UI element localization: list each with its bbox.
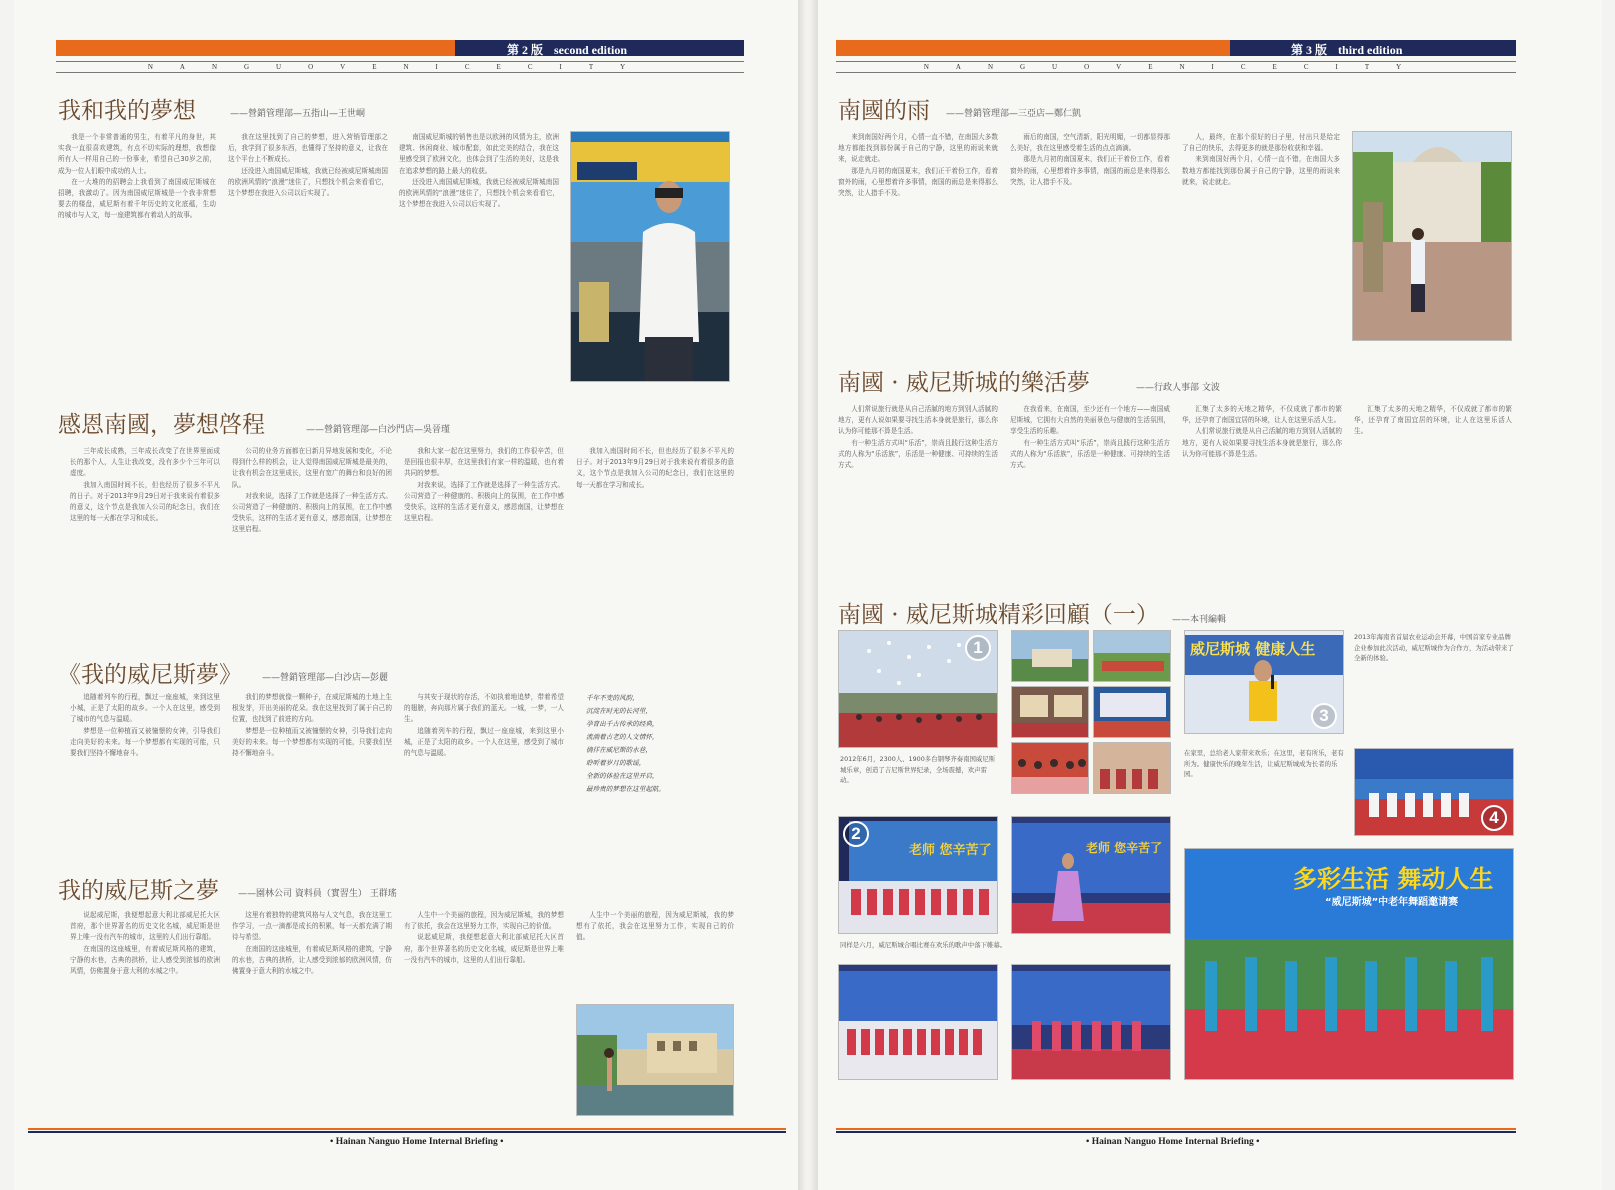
paragraph: 梦想是一位种植而又被憧憬的女神，引导我们走向美好的未来。每一个梦想都有实现的可能，只要我们坚持不懈地奋斗。 xyxy=(232,726,392,758)
paragraph: 说起威尼斯，我便想起意大利北部威尼托大区首府，那个世界著名的历史文化名城，威尼斯是世界上唯一没有汽车的城市，这里的人们出行靠船。 xyxy=(404,933,564,964)
article-column xyxy=(576,910,734,992)
stage-backdrop-text: 老师 您辛苦了 xyxy=(1086,841,1163,855)
article-column xyxy=(1182,404,1342,574)
gallery-photo-elders xyxy=(1354,748,1514,836)
event-banner-text: 威尼斯城 健康人生 xyxy=(1190,640,1316,658)
photo-illustration xyxy=(1094,687,1171,738)
photo-number-badge: 3 xyxy=(1311,703,1337,729)
article-title: 我和我的夢想 xyxy=(58,98,196,124)
paragraph: 那是九月初的南国夏末，我们正干着份工作，看着窗外的雨，心里想着许多事情，南国的雨总是来得那么突然，让人措手不及。 xyxy=(838,166,998,198)
paragraph: 我是一个非常普通的男生，有着平凡的身世，其实我一直很喜欢建筑，有点不切实际的理想，我想像所有人一样用自己的一份事业，希望自己30岁之前，成为一位人们眼中成功的人士。 xyxy=(58,133,216,175)
photo-illustration xyxy=(1012,965,1171,1080)
gallery-photo-small xyxy=(1011,742,1089,794)
paragraph: 人们常说旅行就是从自己活腻的地方到别人活腻的地方，更有人说如果要寻找生活本身就是旅行，那么你认为你可能那不算是生活。 xyxy=(1182,427,1342,458)
poem-line: 最珍贵的梦想在这里起航。 xyxy=(586,785,666,793)
event-banner xyxy=(1184,630,1344,674)
article-column xyxy=(838,132,998,340)
article-byline: ——營銷管理部—五指山—王世峒 xyxy=(230,109,366,119)
gallery-photo-small xyxy=(1011,630,1089,682)
edition-number: 第 3 版 xyxy=(1291,43,1328,57)
paragraph: 还没进入南国威尼斯城，我就已经被威尼斯城南国的欧洲风情的“浪漫”迷住了，只想找个机会来看看它，这个梦想在我进入公司以后实现了。 xyxy=(399,177,559,209)
gallery-photo-small xyxy=(1011,686,1089,738)
photo-number-badge: 4 xyxy=(1481,805,1507,831)
footer-rule xyxy=(836,1128,1516,1133)
article-title: 南國 · 威尼斯城精彩回顧（一） xyxy=(838,602,1159,628)
poem-line: 聆听着岁月的歌谣， xyxy=(586,759,646,767)
city-strip: NANGUOVENICECITY xyxy=(836,61,1516,73)
paragraph: 有一种生活方式叫“乐活”，崇尚且践行这种生活方式的人称为“乐活族”，乐活是一种健康、可持续的生活方式。 xyxy=(838,438,998,470)
paragraph: 在一大堆的的招聘会上我看到了南国威尼斯城在招聘，我激动了。因为南国威尼斯城是一个我非常想要去的楼盘，威尼斯有着千年历史的文化底蕴，生动的城市与人文，每一座建筑都有着动人的故事。 xyxy=(58,177,216,220)
article-column xyxy=(70,692,220,856)
gallery-photo-balloons xyxy=(838,630,998,748)
paragraph: 我和大家一起在这里努力，我们的工作很辛苦，但是回报也很丰厚，在这里我们有家一样的温暖，也有着共同的梦想。 xyxy=(404,447,564,478)
paragraph: 在我看来，在南国，至少还有一个地方——南国威尼斯城，它拥有大自然的美丽景色与健康的生活氛围，享受生活的乐趣。 xyxy=(1010,405,1170,436)
photo-illustration xyxy=(1012,743,1089,794)
paragraph: 说起威尼斯，我便想起意大利北部威尼托大区首府，那个世界著名的历史文化名城，威尼斯是世界上唯一没有汽车的城市，这里的人们出行靠船。 xyxy=(70,911,220,942)
stage-backdrop-text: 老师 您辛苦了 xyxy=(909,843,992,858)
waterfront-photo xyxy=(576,1004,734,1116)
article-byline: ——營銷管理部—白沙門店—吳晉瑾 xyxy=(306,425,451,435)
gallery-photo-choir xyxy=(838,816,998,934)
article-title: 南國 · 威尼斯城的樂活夢 xyxy=(838,370,1090,396)
paragraph: 我在这里找到了自己的梦想，进入营销管理部之后，我学到了很多东西，也懂得了坚持的意义，让我在这个平台上不断成长。 xyxy=(228,133,388,164)
gallery-photo-choir-3 xyxy=(1011,964,1171,1080)
garden-portrait-photo xyxy=(1352,131,1512,341)
photo-caption: 2013年海南省首届农业运动会开幕，中国首家专业品牌企业参加此次活动，威尼斯城作为合作方，为活动带来了全新的体验。 xyxy=(1354,633,1514,662)
paragraph: 来到南国好两个月，心情一直不错，在南国大多数地方都能找到那份属于自己的宁静，这里的雨说来就来，说走就走。 xyxy=(838,133,998,164)
paragraph: 三年成长成熟，三年成长改变了在世界里面成长的那个人，人生让我改变，没有多少个三年可以虚度。 xyxy=(70,447,220,478)
gallery-photo-small xyxy=(1093,686,1171,738)
paragraph: 人生中一个美丽的旅程，因为威尼斯城，我的梦想有了依托，我会在这里努力工作，实现自己的价值。 xyxy=(404,911,564,931)
article-title: 《我的威尼斯夢》 xyxy=(58,662,242,688)
paragraph: 人，最终，在那个很好的日子里，付出只是给定了自己的快乐，去得更多的就是那份收获和幸福。 xyxy=(1182,133,1340,153)
photo-illustration xyxy=(577,1005,734,1116)
portrait-photo-showroom xyxy=(570,131,730,382)
paragraph: 来到南国好两个月，心情一直不错，在南国大多数地方都能找到那份属于自己的宁静，这里的雨说来就来，说走就走。 xyxy=(1182,155,1340,186)
gallery-photo-singer xyxy=(1011,816,1171,934)
paragraph: 雨后的南国，空气清新，阳光明媚，一切都显得那么美好，我在这里感受着生活的点点滴滴。 xyxy=(1010,133,1170,153)
poem-line: 徜徉在威尼斯的水巷， xyxy=(586,746,652,754)
paragraph: 与其安于现状的存活，不如执着地追梦，带着希望的翅膀，奔向那片属于我们的蓝天。一城，一梦，一人生。 xyxy=(404,693,564,724)
article-byline: ——行政人事部 文波 xyxy=(1136,383,1220,393)
gallery-photo-choir-2 xyxy=(838,964,998,1080)
paragraph: 梦想是一位种植而又被憧憬的女神，引导我们走向美好的未来。每一个梦想都有实现的可能，只要我们坚持不懈地奋斗。 xyxy=(70,726,220,758)
edition-english: third edition xyxy=(1338,43,1403,57)
paragraph: 人们常说旅行就是从自己活腻的地方到别人活腻的地方，更有人说如果要寻找生活本身就是旅行，那么你认为你可能那不算是生活。 xyxy=(838,405,998,436)
article-column xyxy=(838,404,998,574)
photo-illustration xyxy=(1094,631,1171,682)
paragraph: 在南国的这座城里，有着威尼斯风格的建筑，宁静的水巷，古典的拱桥，让人感受到浓郁的欧洲风情，仿佛置身于意大利的水城之中。 xyxy=(232,944,392,976)
edition-number: 第 2 版 xyxy=(507,43,544,57)
photo-number-badge: 2 xyxy=(843,821,869,847)
center-fold xyxy=(798,0,818,1190)
paragraph: 我们的梦想就像一颗种子，在威尼斯城的土地上生根发芽，开出美丽的花朵。我在这里找到了属于自己的位置，也找到了前进的方向。 xyxy=(232,693,392,724)
page-header-bar xyxy=(56,40,744,56)
article-column xyxy=(576,446,734,626)
paragraph: 在南国的这座城里，有着威尼斯风格的建筑，宁静的水巷，古典的拱桥，让人感受到浓郁的欧洲风情，仿佛置身于意大利的水城之中。 xyxy=(70,944,220,976)
paragraph: 汇集了太多的天地之精华，不仅成就了都市的繁华，还孕育了南国宜居的环境，让人在这里乐活人生。 xyxy=(1182,405,1342,425)
gallery-photo-dance xyxy=(1184,848,1514,1080)
photo-caption: 在家里，总给老人家带来欢乐；在这里，老有所乐，老有所为。健康快乐的晚年生活，让威尼斯城成为长者的乐园。 xyxy=(1184,749,1344,778)
article-column xyxy=(1010,404,1170,574)
footer-text: • Hainan Nanguo Home Internal Briefing • xyxy=(1086,1137,1260,1147)
left-page xyxy=(14,0,798,1190)
photo-illustration xyxy=(839,965,998,1080)
photo-illustration xyxy=(1094,743,1171,794)
paragraph: 公司的业务方面都在日新月异地发展和变化，不论得到什么样的机会，让人觉得南国威尼斯城是最美的，让我有机会在这里成长，这里有宽广的舞台和良好的团队。 xyxy=(232,447,392,489)
poem-block xyxy=(586,692,736,856)
paragraph: 那是九月初的南国夏末，我们正干着份工作，看着窗外的雨，心里想着许多事情，南国的雨总是来得那么突然，让人措手不及。 xyxy=(1010,155,1170,186)
dance-banner-subtitle: “威尼斯城”中老年舞蹈邀请赛 xyxy=(1325,897,1459,908)
paragraph: 我加入南国时间不长，但也经历了很多不平凡的日子。对于2013年9月29日对于我来说有着很多的意义，这个节点是我加入公司的纪念日，我们在这里的每一天都在学习和成长。 xyxy=(70,480,220,523)
article-title: 南國的雨 xyxy=(838,98,930,124)
article-byline: ——營銷管理部—三亞店—鄭仁凱 xyxy=(946,109,1082,119)
paragraph: 追随着列车的行程，飘过一座座城，来到这里小城，正是了太阳的故乡。一个人在这里，感受到了城市的气息与温暖。 xyxy=(70,693,220,724)
article-column xyxy=(1182,132,1340,340)
paragraph: 有一种生活方式叫“乐活”，崇尚且践行这种生活方式的人称为“乐活族”，乐活是一种健康、可持续的生活方式。 xyxy=(1010,438,1170,470)
article-column xyxy=(1010,132,1170,340)
poem-line: 全新的体验在这里开启， xyxy=(586,772,659,780)
poem-line: 孕育出千古传承的经典， xyxy=(586,720,659,728)
article-column xyxy=(404,446,564,626)
gallery-photo-small xyxy=(1093,630,1171,682)
article-column xyxy=(232,692,392,856)
paragraph: 追随着列车的行程，飘过一座座城，来到这里小城，正是了太阳的故乡。一个人在这里，感受到了城市的气息与温暖。 xyxy=(404,726,564,758)
photo-illustration xyxy=(571,132,730,382)
poem-line: 沉淀在时光的长河里， xyxy=(586,707,652,715)
photo-illustration xyxy=(1353,132,1512,341)
article-title: 我的威尼斯之夢 xyxy=(58,878,219,904)
article-byline: ——本刊編輯 xyxy=(1172,615,1227,625)
article-column xyxy=(70,446,220,626)
article-column xyxy=(228,132,388,384)
article-title: 感恩南國，夢想啓程 xyxy=(58,412,265,438)
paragraph: 汇集了太多的天地之精华，不仅成就了都市的繁华，还孕育了南国宜居的环境，让人在这里乐活人生。 xyxy=(1354,405,1512,436)
right-page xyxy=(818,0,1602,1190)
article-column xyxy=(404,910,564,1118)
article-column xyxy=(70,910,220,1118)
edition-label xyxy=(507,41,627,58)
paragraph: 我加入南国时间不长，但也经历了很多不平凡的日子。对于2013年9月29日对于我来说有着很多的意义，这个节点是我加入公司的纪念日，我们在这里的每一天都在学习和成长。 xyxy=(576,447,734,489)
photo-illustration xyxy=(1012,817,1171,934)
article-column xyxy=(399,132,559,384)
paragraph: 对我来说，选择了工作就是选择了一种生活方式。公司营造了一种健康的、积极向上的氛围，在工作中感受快乐，这样的生活才更有意义，感恩南国，让梦想在这里启程。 xyxy=(404,480,564,523)
paragraph: 这里有着独特的建筑风格与人文气息，我在这里工作学习，一点一滴都是成长的积累，每一天都充满了期待与希望。 xyxy=(232,911,392,942)
paragraph: 还没进入南国威尼斯城，我就已经被威尼斯城南国的欧洲风情的“浪漫”迷住了，只想找个机会来看看它，这个梦想在我进入公司以后实现了。 xyxy=(228,166,388,198)
photo-caption: 2012年6月，2300人、1900多台钢琴齐奏南国威尼斯城乐章，创造了吉尼斯世界纪录，全场震撼，欢声雷动。 xyxy=(840,755,996,784)
footer-text: • Hainan Nanguo Home Internal Briefing • xyxy=(330,1137,504,1147)
article-byline: ——園林公司 資料員（實習生） 王群瑤 xyxy=(238,889,397,899)
article-column xyxy=(404,692,564,856)
page-header-bar xyxy=(836,40,1516,56)
article-byline: ——營銷管理部—白沙店—彭麗 xyxy=(262,673,389,683)
poem-line: 流淌着古老的人文情怀， xyxy=(586,733,659,741)
photo-caption: 同样是六月，威尼斯城合唱比赛在欢乐的歌声中落下帷幕。 xyxy=(840,941,1007,949)
photo-illustration xyxy=(1012,687,1089,738)
poem-line: 千年不变的风韵， xyxy=(586,694,639,702)
article-column xyxy=(232,910,392,1118)
edition-english: second edition xyxy=(554,43,628,57)
paragraph: 南国威尼斯城的销售也是以欧洲的风情为主，欧洲建筑、休闲商业、城市配套，如此完美的结合，我在这里感受到了欧洲文化，也体会到了生活的美好，这是我在追求梦想的路上最大的收获。 xyxy=(399,133,559,175)
photo-number-badge: 1 xyxy=(965,635,991,661)
header-orange-band xyxy=(836,40,1403,57)
article-column xyxy=(58,132,216,384)
edition-label xyxy=(1291,41,1402,58)
header-orange-band xyxy=(56,40,628,57)
paragraph: 人生中一个美丽的旅程，因为威尼斯城，我的梦想有了依托，我会在这里努力工作，实现自己的价值。 xyxy=(576,911,734,942)
photo-illustration xyxy=(1012,631,1089,682)
article-column xyxy=(232,446,392,626)
article-column xyxy=(1354,404,1512,514)
footer-rule xyxy=(28,1128,786,1133)
dance-banner-text: 多彩生活 舞动人生 xyxy=(1293,865,1494,893)
city-strip: NANGUOVENICECITY xyxy=(56,61,744,73)
paragraph: 对我来说，选择了工作就是选择了一种生活方式。公司营造了一种健康的、积极向上的氛围，在工作中感受快乐，这样的生活才更有意义，感恩南国，让梦想在这里启程。 xyxy=(232,491,392,534)
gallery-photo-small xyxy=(1093,742,1171,794)
